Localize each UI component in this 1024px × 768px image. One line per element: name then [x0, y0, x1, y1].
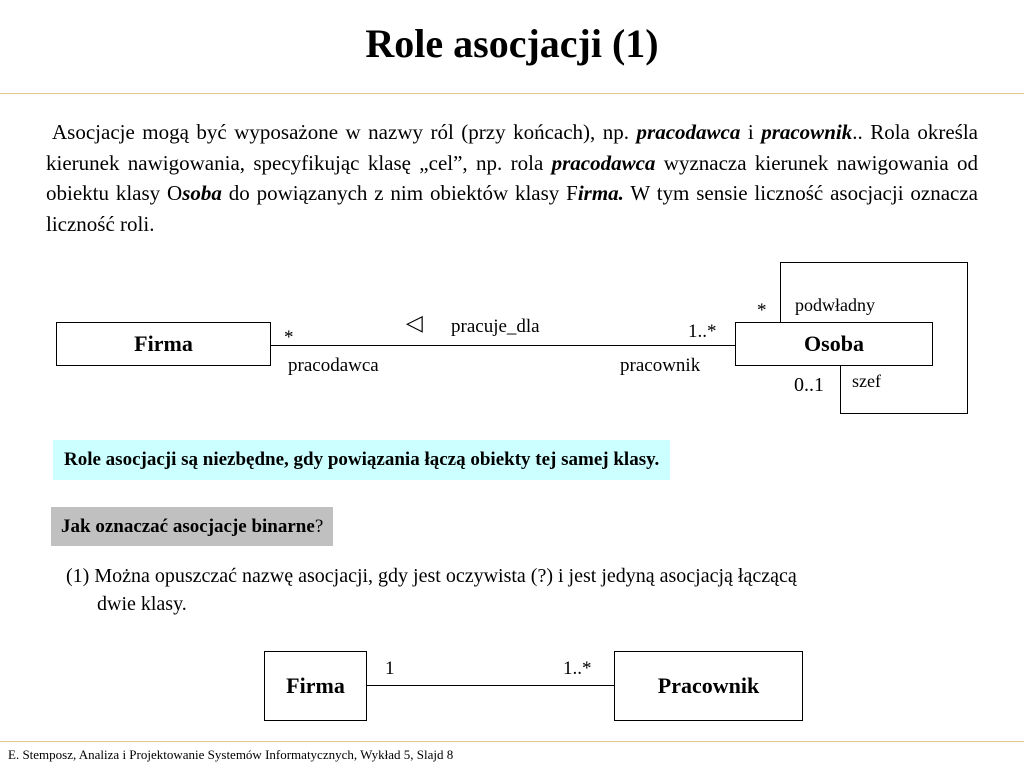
multiplicity-firma-end: *	[284, 327, 294, 348]
self-association-line-up	[780, 262, 781, 322]
self-multiplicity-bottom: 0..1	[794, 374, 824, 396]
slide-footer: E. Stemposz, Analiza i Projektowanie Systemów Informatycznych, Wykład 5, Slajd 8	[8, 747, 454, 762]
footer-divider	[0, 741, 1024, 742]
class-name-osoba: Osoba	[804, 331, 864, 356]
highlight-note: Role asocjacji są niezbędne, gdy powiązania łączą obiekty tej samej klasy.	[53, 440, 670, 480]
question-box	[51, 507, 333, 546]
self-association-line-right	[967, 262, 968, 414]
role-podwladny: podwładny	[795, 295, 875, 315]
class-box-firma-2	[264, 651, 367, 721]
multiplicity-osoba-end: 1..*	[688, 321, 717, 342]
point-1-line-1: (1) Można opuszczać nazwę asocjacji, gdy jest oczywista (?) i jest jedyną asocjacją łączącą	[66, 565, 797, 587]
class-name-firma-2: Firma	[286, 673, 345, 698]
intro-text-2: i	[740, 120, 762, 144]
intro-term-osoba: soba	[182, 181, 222, 205]
self-multiplicity-top: *	[757, 300, 767, 321]
role-pracownik: pracownik	[620, 355, 701, 376]
class-box-pracownik	[614, 651, 803, 721]
association-name: pracuje_dla	[451, 316, 540, 337]
class-name-pracownik: Pracownik	[657, 673, 760, 698]
intro-term-pracodawca-2: pracodawca	[551, 150, 656, 175]
intro-term-firma: irma.	[577, 181, 624, 205]
association-line	[271, 345, 736, 346]
intro-text-3: .. Rola określa kierunek nawigowania, specyfikując klasę „cel”, np. rola	[46, 120, 978, 175]
association-line-2	[367, 685, 615, 686]
role-szef: szef	[852, 371, 881, 391]
self-association-line-down	[840, 366, 841, 414]
question-mark: ?	[314, 516, 324, 537]
class-box-firma	[56, 322, 271, 366]
point-1-line-2: dwie klasy.	[97, 593, 187, 615]
multiplicity-firma-end-2: 1	[385, 658, 395, 679]
self-association-line-top	[780, 262, 968, 263]
point-1	[66, 562, 1016, 618]
class-box-osoba	[735, 322, 933, 366]
intro-text-6: W tym sensie liczność asocjacji oznacza liczność roli.	[46, 181, 979, 236]
intro-paragraph	[46, 117, 978, 239]
role-pracodawca: pracodawca	[288, 355, 379, 376]
intro-term-pracownik: pracownik	[761, 120, 853, 144]
intro-text-5: do powiązanych z nim obiektów klasy F	[221, 181, 578, 205]
direction-triangle-icon: ◁	[406, 310, 423, 335]
multiplicity-pracownik-end: 1..*	[563, 658, 592, 679]
intro-text-1: Asocjacje mogą być wyposażone w nazwy ról (przy końcach), np.	[52, 120, 637, 144]
slide-title: Role asocjacji (1)	[365, 21, 659, 66]
class-name-firma: Firma	[134, 331, 193, 356]
title-divider	[0, 93, 1024, 94]
self-association-line-bottom	[840, 413, 968, 414]
intro-text-4: wyznacza kierunek nawigowania od obiektu klasy O	[46, 150, 979, 205]
intro-term-pracodawca: pracodawca	[636, 120, 741, 144]
question-text: Jak oznaczać asocjacje binarne	[61, 516, 315, 537]
